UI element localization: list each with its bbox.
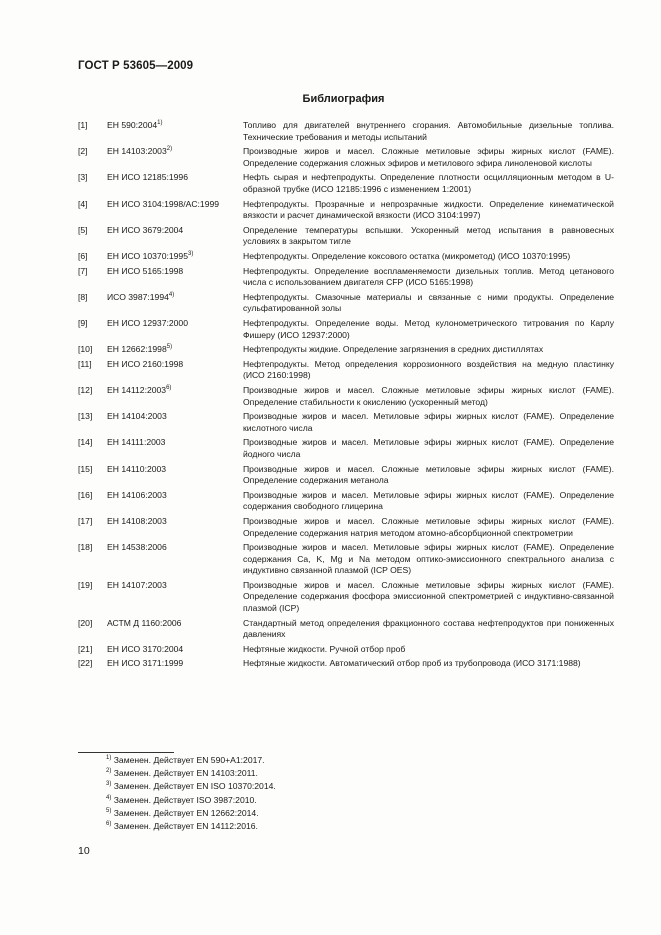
entry-title: Топливо для двигателей внутреннего сгорания. Автомобильные дизельные топлива. Технические требования и методы испытаний [243, 120, 614, 142]
entry-title: Нефтепродукты жидкие. Определение загрязнения в средних дистиллятах [243, 344, 544, 355]
entry-number: [2] [78, 146, 88, 157]
standard-code-text: ЕН 14103:2003 [107, 146, 167, 157]
entry-standard-code [107, 464, 243, 487]
bibliography-entry [78, 490, 614, 513]
entry-title: Определение температуры вспышки. Ускоренный метод испытания в равновесных условиях в закрытом тигле [243, 224, 614, 247]
standard-code-text: ЕН 590:2004 [107, 120, 158, 130]
footnote-reference: 5) [166, 344, 173, 351]
entry-number: [10] [78, 344, 93, 355]
standard-code-text: ЕН ИСО 3170:2004 [107, 643, 184, 654]
entry-standard-code [107, 225, 243, 248]
standard-code-text: ЕН ИСО 12185:1996 [107, 172, 188, 183]
standard-code-text: ЕН ИСО 5165:1998 [107, 265, 184, 276]
entry-number: [16] [78, 489, 93, 500]
entry-title: Нефтяные жидкости. Ручной отбор проб [243, 643, 406, 654]
entry-standard-code [107, 318, 243, 341]
standard-code-text: ЕН ИСО 10370:1995 [107, 250, 188, 261]
bibliography-entry [78, 542, 614, 577]
footnote [106, 794, 276, 807]
bibliography-entry [78, 385, 614, 408]
section-title: Библиография [302, 93, 385, 105]
entry-title: Нефтепродукты. Определение коксового остатка (микрометод) (ИСО 10370:1995) [243, 250, 571, 261]
standard-code-text: ЕН ИСО 3104:1998/AC:1999 [107, 198, 220, 209]
bibliography-entry [78, 644, 614, 656]
entry-number: [13] [78, 411, 93, 422]
entry-number: [4] [78, 198, 88, 209]
entry-title: Нефтепродукты. Прозрачные и непрозрачные жидкости. Определение кинематической вязкости и расчет динамической вязкости (ИСО 3104:1997) [243, 198, 614, 221]
standard-code-text: ЕН ИСО 12937:2000 [107, 318, 188, 328]
footnotes-list [106, 754, 276, 833]
footnote-mark: 5) [106, 807, 112, 814]
bibliography-entry [78, 251, 614, 263]
entry-standard-code [107, 292, 243, 315]
footnote-mark: 2) [106, 768, 112, 775]
entry-standard-code [107, 120, 243, 143]
footnote-reference: 1) [157, 120, 163, 126]
entry-number: [5] [78, 224, 88, 235]
entry-number: [20] [78, 617, 93, 628]
footnote-mark: 3) [106, 781, 112, 788]
bibliography-entry [78, 437, 614, 460]
entry-number: [17] [78, 516, 93, 526]
entry-title: Производные жиров и масел. Сложные метиловые эфиры жирных кислот (FAME). Определение содержания метанола [243, 463, 614, 486]
entry-title: Производные жиров и масел. Метиловые эфиры жирных кислот (FAME). Определение содержания свободного глицерина [243, 489, 614, 512]
bibliography-list [78, 120, 614, 673]
entry-title: Стандартный метод определения фракционного состава нефтепродуктов при пониженных давлениях [243, 617, 614, 640]
entry-number: [7] [78, 265, 88, 276]
entry-standard-code [107, 437, 243, 460]
bibliography-entry [78, 292, 614, 315]
entry-number: [22] [78, 658, 93, 669]
footnote-mark: 1) [106, 755, 112, 761]
bibliography-entry [78, 120, 614, 143]
entry-title: Нефтепродукты. Смазочные материалы и связанные с ними продукты. Определение сульфатированной золы [243, 291, 614, 314]
footnote-text: Заменен. Действует EN 590+A1:2017. [113, 755, 265, 765]
entry-standard-code [107, 344, 243, 356]
entry-number: [21] [78, 643, 93, 654]
bibliography-entry [78, 225, 614, 248]
footnote-text: Заменен. Действует EN 14103:2011. [113, 768, 258, 779]
footnote-text: Заменен. Действует ISO 3987:2010. [113, 794, 257, 805]
entry-standard-code [107, 199, 243, 222]
entry-number: [8] [78, 291, 88, 302]
entry-title: Нефтяные жидкости. Автоматический отбор проб из трубопровода (ИСО 3171:1988) [243, 658, 581, 669]
standard-code-text: ЕН ИСО 2160:1998 [107, 358, 184, 369]
standard-code-text: ЕН ИСО 3679:2004 [107, 224, 184, 235]
standard-code-text: ЕН 14107:2003 [107, 579, 167, 590]
entry-standard-code [107, 251, 243, 263]
standard-code-text: ЕН ИСО 3171:1999 [107, 658, 184, 669]
footnote [106, 754, 276, 767]
standard-code-text: ЕН 12662:1998 [107, 344, 167, 355]
entry-title: Производные жиров и масел. Сложные метиловые эфиры жирных кислот (FAME). Определение содержания фосфора эмиссионной спектрометрией с индуктивно-связанной плазмой (ICP) [243, 579, 614, 613]
entry-title: Производные жиров и масел. Сложные метиловые эфиры жирных кислот (FAME). Определение содержания натрия методом атомно-абсорбционной спектрометрии [243, 516, 614, 538]
entry-standard-code [107, 516, 243, 539]
entry-number: [1] [78, 120, 88, 130]
bibliography-entry [78, 464, 614, 487]
bibliography-entry [78, 199, 614, 222]
footnote [106, 820, 276, 833]
standard-code-text: ЕН 14111:2003 [107, 437, 166, 448]
standard-code-text: АСТМ Д 1160:2006 [107, 617, 182, 628]
entry-title: Производные жиров и масел. Метиловые эфиры жирных кислот (FAME). Определение содержания Ca, K, Mg и Na методом оптико-эмиссионного спектрального анализа с индуктивно связанной плазмой (ICP OES) [243, 542, 614, 576]
footnote-text: Заменен. Действует EN 12662:2014. [113, 807, 259, 818]
bibliography-entry [78, 618, 614, 641]
document-header: ГОСТ Р 53605—2009 [78, 60, 194, 72]
footnote-reference: 6) [166, 385, 172, 392]
entry-standard-code [107, 658, 243, 670]
entry-number: [9] [78, 318, 88, 328]
entry-standard-code [107, 644, 243, 656]
standard-code-text: ЕН 14110:2003 [107, 463, 167, 474]
entry-standard-code [107, 385, 243, 408]
entry-title: Производные жиров и масел. Метиловые эфиры жирных кислот (FAME). Определение йодного числа [243, 437, 614, 459]
entry-standard-code [107, 146, 243, 169]
bibliography-entry [78, 580, 614, 615]
footnote [106, 767, 276, 780]
bibliography-entry [78, 658, 614, 670]
footnote-text: Заменен. Действует EN ISO 10370:2014. [113, 781, 276, 792]
entry-number: [12] [78, 385, 93, 396]
bibliography-entry [78, 266, 614, 289]
entry-standard-code [107, 266, 243, 289]
bibliography-entry [78, 344, 614, 356]
entry-number: [14] [78, 437, 93, 448]
standard-code-text: ЕН 14108:2003 [107, 516, 167, 526]
entry-standard-code [107, 618, 243, 641]
bibliography-entry [78, 359, 614, 382]
entry-number: [15] [78, 463, 93, 474]
entry-title: Нефтепродукты. Определение воды. Метод кулонометрического титрования по Карлу Фишеру (ИСО 12937:2000) [243, 318, 614, 340]
entry-number: [18] [78, 542, 93, 553]
entry-standard-code [107, 411, 243, 434]
bibliography-entry [78, 411, 614, 434]
standard-code-text: ИСО 3987:1994 [107, 291, 169, 302]
footnote-mark: 6) [106, 821, 112, 828]
entry-standard-code [107, 172, 243, 195]
standard-code-text: ЕН 14538:2006 [107, 542, 167, 553]
entry-number: [6] [78, 250, 88, 261]
entry-title: Производные жиров и масел. Сложные метиловые эфиры жирных кислот (FAME). Определение стабильности к окислению (ускоренный метод) [243, 385, 614, 407]
entry-number: [11] [78, 358, 92, 369]
footnote-reference: 4) [168, 291, 175, 298]
entry-number: [19] [78, 579, 93, 590]
entry-title: Производные жиров и масел. Метиловые эфиры жирных кислот (FAME). Определение кислотного числа [243, 411, 614, 433]
footnote [106, 780, 276, 793]
standard-code-text: ЕН 14104:2003 [107, 411, 167, 422]
entry-title: Нефтепродукты. Определение воспламеняемости дизельных топлив. Метод цетанового числа с использованием двигателя CFP (ИСО 5165:1998) [243, 265, 614, 288]
entry-standard-code [107, 542, 243, 577]
footnote-text: Заменен. Действует EN 14112:2016. [113, 821, 258, 832]
bibliography-entry [78, 516, 614, 539]
bibliography-entry [78, 172, 614, 195]
footnote-reference: 3) [188, 250, 194, 257]
standard-code-text: ЕН 14106:2003 [107, 489, 167, 500]
entry-title: Нефтепродукты. Метод определения коррозионного воздействия на медную пластинку (ИСО 2160:1998) [243, 358, 614, 381]
entry-standard-code [107, 490, 243, 513]
footnote-reference: 2) [166, 146, 173, 153]
standard-code-text: ЕН 14112:2003 [107, 385, 167, 396]
bibliography-entry [78, 146, 614, 169]
footnote [106, 807, 276, 820]
entry-title: Производные жиров и масел. Сложные метиловые эфиры жирных кислот (FAME). Определение содержания сложных эфиров и метилового эфира линоленовой кислоты [243, 146, 614, 168]
page-number: 10 [78, 845, 90, 857]
footnote-divider [78, 752, 174, 753]
entry-standard-code [107, 359, 243, 382]
footnote-mark: 4) [106, 794, 112, 801]
entry-standard-code [107, 580, 243, 615]
bibliography-entry [78, 318, 614, 341]
entry-title: Нефть сырая и нефтепродукты. Определение плотности осцилляционным методом в U-образной трубке (ИСО 12185:1996 с изменением 1:2001) [243, 172, 614, 194]
entry-number: [3] [78, 172, 88, 183]
